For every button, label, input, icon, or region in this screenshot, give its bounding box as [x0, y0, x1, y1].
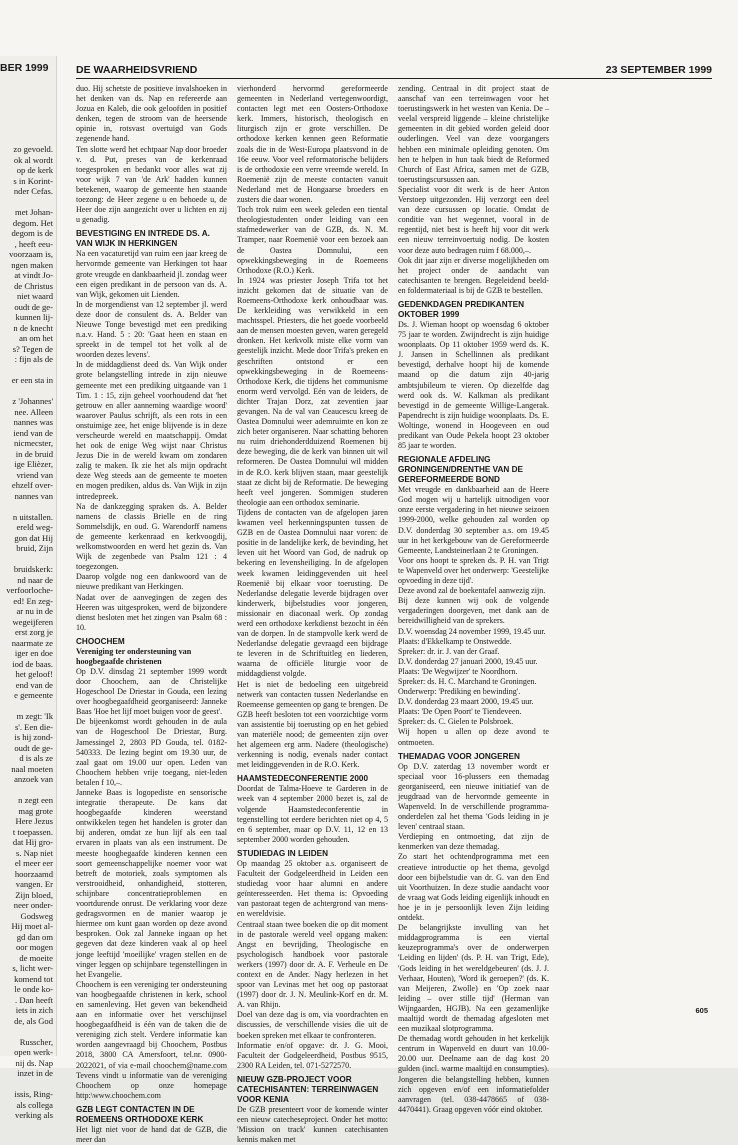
paragraph: Na een vacaturetijd van ruim een jaar kreeg de hervormde gemeente van Herkingen tot haar grote vreugde en dankbaarheid jl. zondag weer een eigen predikant in de persoon van ds. A. van Wijk, gekomen uit Lienden. [76, 249, 227, 299]
running-header [76, 62, 712, 79]
section-heading: CHOOCHEM [76, 636, 125, 646]
previous-page-line: iod de baas. [12, 658, 53, 669]
previous-page-line: dat Hij gro- [12, 837, 53, 847]
previous-page-edge [0, 56, 57, 1120]
issue-date: 23 SEPTEMBER 1999 [605, 64, 712, 76]
previous-page-line: nij ds. Nap [15, 1057, 53, 1068]
previous-page-line: nee. Alleen [14, 406, 53, 417]
paragraph: Informatie en/of opgave: dr. J. G. Mooi, Faculteit der Godgeleerdheid, Postbus 9515, 2300 RA Leiden, tel. 071-5272570. [237, 1040, 388, 1070]
previous-page-line: at vindt Jo- [14, 270, 53, 280]
previous-page-line: zo gevoeld. [13, 144, 53, 154]
paragraph: Ook dit jaar zijn er diverse mogelijkheden om het project onder de aandacht van catechisanten te brengen. Begeleidend beeld- en foldermateriaal is bij de GZB te bestellen. [398, 255, 549, 295]
paragraph: De themadag wordt gehouden in het kerkelijk centrum in Wapenveld en duurt van 10.00-20.00 uur. Deelname aan de dag kost 20 gulden (incl. warme maaltijd en consumpties). Jongeren die belangstelling hebben, kunnen zich opgeven en/of een informatiefolder aanvragen (tel. 038-4478665 of 038-4470441). Graag opgeven vóór eind oktober. [398, 1034, 549, 1114]
previous-page-line [0, 785, 56, 796]
previous-page-line: le onde ko- [14, 984, 53, 994]
previous-page-line: neer onder- [13, 900, 53, 910]
previous-page-line: gd dan om [16, 931, 53, 942]
previous-page-line: n de knecht [13, 322, 53, 333]
previous-page-line: degom. Het [12, 217, 53, 228]
section-subheading: Vereniging ter ondersteuning van hoogbegaafde christenen [76, 646, 192, 666]
previous-page-line: ed! En zeg- [13, 595, 53, 606]
previous-page-line [0, 386, 56, 397]
section-heading: STUDIEDAG IN LEIDEN [237, 848, 328, 858]
previous-page-line: issis, Ring- [14, 1089, 53, 1099]
previous-page-line: : fijn als de [14, 354, 53, 364]
previous-page-line: ok al wordt [13, 154, 53, 165]
section-heading: NIEUW GZB-PROJECT VOOR CATECHISANTEN: TERREINWAGEN VOOR KENIA [237, 1074, 379, 1104]
previous-page-line: oor mogen [16, 942, 53, 952]
publication-title: DE WAARHEIDSVRIEND [76, 64, 198, 76]
previous-page-line: ngen maken [11, 259, 53, 270]
previous-page-line: wegeijferen [12, 616, 53, 627]
previous-page-line: iets in zich [15, 1005, 53, 1015]
previous-page-line: oudt de ge- [14, 301, 53, 312]
paragraph: Plaats: d'Ekkelkamp te Onstwedde. [398, 636, 512, 646]
previous-page-line: mag grote [18, 805, 53, 816]
previous-page-line: niet waard [16, 291, 53, 301]
previous-page-line: nd naar de [17, 574, 53, 585]
paragraph: Doel van deze dag is om, via voordrachten en discussies, de verschillende visies die uit de boeken spreken met elkaar te confronteren. [237, 1010, 388, 1040]
previous-page-line: komend tot [14, 973, 53, 984]
previous-page-line: , heeft eeu- [14, 238, 53, 249]
paragraph: Doordat de Talma-Hoeve te Garderen in de week van 4 september 2000 bezet is, zal de volgende Haamstedeconferentie in tegenstelling tot eerdere berichten niet op 4, 5 en 6 september, maar op D.V. 11, 12 en 13 september 2000 worden gehouden. [237, 784, 388, 844]
previous-page-line: Godsweg [20, 910, 53, 921]
previous-page-line: nannes van [14, 490, 53, 501]
paragraph: Toch trok ruim een week geleden een tiental theologiestudenten onder leiding van een stafmedewerker van de GZB, ds. N. M. Tramper, naar Roemenië voor een bezoek aan de Oastea Domnului, een opwekkingsbeweging in de Roemeens Orthodoxe (R.O.) Kerk. [237, 205, 388, 275]
previous-page-line: er een sta in [11, 375, 53, 385]
paragraph: Spreker: dr. ir. J. van der Graaf. [398, 646, 500, 656]
previous-page-line: Russcher, [19, 1036, 53, 1047]
previous-page-line: Hij moet al- [11, 921, 53, 931]
previous-page-line: s? Tegen de [12, 343, 53, 354]
previous-page-line: bruid, Zijn [16, 543, 53, 553]
previous-page-line: inzet in de [17, 1068, 53, 1078]
paragraph: Zo start het ochtendprogramma met een creatieve introductie op het thema, gevolgd door een bijbelstudie van dr. G. van den End uit Voorthuizen. In deze studie aandacht voor de vraag wat Gods leiding eigenlijk inhoudt en hoe je in je persoonlijk leven Zijn leiding ontdekt. [398, 852, 549, 923]
previous-page-line: ige Elièzer, [14, 459, 53, 469]
previous-page-line: verfoorloche- [6, 585, 53, 595]
paragraph: Nadat over de aanvegingen de zegen des Heeren was uitgesproken, werd de bijzondere dienst besloten met het zingen van Psalm 68 : 10. [76, 592, 227, 632]
paragraph: Verdieping en ontmoeting, dat zijn de kenmerken van deze themadag. [398, 832, 549, 852]
previous-page-line: s. Nap niet [16, 847, 53, 858]
previous-page-line: nicmecster, [13, 438, 53, 448]
previous-page-line: nder Cefas. [13, 186, 53, 196]
paragraph: Ten slotte werd het echtpaar Nap door broeder v. d. Put, preses van de kerkenraad toegesproken en bedankt voor alles wat zij voor wijk 7 van 'de Ark' hadden kunnen betekenen, waarop de gemeente hen staande toezong: de Heer zegene u en behoede u, de Heer doe zijn aangezicht over u lichten en zij u genadig. [76, 144, 227, 225]
previous-page-line: anzoek van [14, 774, 53, 784]
previous-page-line [0, 1079, 56, 1090]
previous-page-line: hoorzaamd [14, 868, 53, 879]
paragraph: De belangrijkste invulling van het middagprogramma is een viertal keuzeprogramma's over de onderwerpen 'Leiding en lijden' (ds. P. H. van Trigt, Ede), 'Gods leiding in het wereldgebeuren' (ds. J. J. Verhaar, Houten), 'Word ik geroepen?' (ds. K. van Meijeren, Zwolle) en 'Op zoek naar leiding – over stille tijd' (Herman van Wijngaarden, HGJB). Na een gezamenlijke maaltijd wordt de themadag afgesloten met een muzikaal slotprogramma. [398, 923, 549, 1034]
previous-page-line: z 'Johannes' [12, 396, 53, 406]
paragraph: Ds. J. Wieman hoopt op woensdag 6 oktober 75 jaar te worden. Zwijndrecht is zijn huidige woonplaats. Op 11 oktober 1959 werd ds. K. J. Jansen in Schellinnen als predikant bevestigd, derhalve hoopt hij de komende maand op die datum zijn 40-jarig ambtsjubileum te vieren. Op diezelfde dag werd ook ds. W. Kalkman als predikant bevestigd in de gemeente Willige-Langerak. Papendrecht is zijn huidige woonplaats. Ds. E. Woltinge, wonend in Hoogeveen en oud predikant van Oude Pekela hoopt 23 oktober 85 jaar te worden. [398, 319, 549, 451]
previous-page-line: voorzaam is, [9, 249, 53, 259]
previous-page-line: open werk- [14, 1047, 53, 1057]
previous-page-line: iend van de [13, 427, 53, 438]
previous-page-line: het geloof! [15, 669, 53, 679]
section-heading: REGIONALE AFDELING GRONINGEN/DRENTHE VAN DE GEREFORMEERDE BOND [398, 455, 523, 485]
paragraph: Specialist voor dit werk is de heer Anton Verstoep uitgezonden. Hij verzorgt een deel van deze cursussen op locatie. Omdat de conditie van het wegennet, vooral in de regentijd, niet best is heeft hij voor dit werk een nieuw terreinvoertuig nodig. De kosten voor deze auto bedragen ruim f 68.000,–. [398, 184, 549, 255]
section-heading: HAAMSTEDECONFERENTIE 2000 [237, 774, 369, 784]
previous-page-line: . Dan heeft [15, 994, 53, 1005]
previous-page-line: e gemeente [14, 690, 53, 700]
paragraph: Plaats: 'De Wegwijzer' te Noordhorn. [398, 666, 518, 676]
previous-page-line: d is als ze [19, 753, 53, 763]
previous-page-line: op de kerk [16, 165, 53, 175]
previous-page-line: verking als [15, 1110, 53, 1120]
previous-page-line: is hij zond- [14, 732, 53, 742]
paragraph: De GZB presenteert voor de komende winter een nieuw catecheseproject. Onder het motto: 'Mission on track' kunnen catechisanten kennis maken met [237, 1104, 388, 1145]
previous-page-line [0, 365, 56, 376]
previous-page-line: erst zorg je [14, 627, 53, 637]
previous-page-line: n zegt een [18, 795, 53, 805]
paragraph: Plaats: 'De Open Poort' te Tiendeveen. [398, 707, 522, 717]
previous-page-line [0, 701, 56, 712]
previous-page-line: ar nu in de [16, 606, 53, 616]
previous-page-line: degom is de [11, 228, 53, 238]
previous-page-line: Here Jezus [15, 816, 53, 826]
previous-page-line: s in Korint- [13, 175, 53, 186]
previous-page-line: als collega [16, 1099, 53, 1110]
paragraph: De bijeenkomst wordt gehouden in de aula van de Hogeschool De Driestar, Burg. Jamessingel 2, 2803 PD Gouda, tel. 0182-540333. De lezing begint om 19.30 uur, de zaal gaat om 19.00 uur open. Leden van Choochem hebben vrije toegang, niet-leden betalen f 10,–. [76, 717, 227, 787]
paragraph: vierhonderd hervormd gereformeerde gemeenten in Nederland vertegenwoordigt, contacten legt met een Oosters-Orthodoxe kerk. Immers, historisch, theologisch en liturgisch zijn er grote verschillen. De orthodoxe kerken kennen geen Reformatie zoals die in de West-Europa plaatsvond in de 16e eeuw. Voor veel reformatorische belijders is de orthodoxie een verre vreemde wereld. In Roemenië zijn de meeste contacten vanuit Nederland met de Hongaarse broeders en zusters die daar wonen. [237, 84, 388, 205]
paragraph: Onderwerp: 'Prediking en bewinding'. [398, 687, 521, 697]
paragraph: In 1924 was priester Joseph Trifa tot het inzicht gekomen dat de situatie van de Roemeens-Orthodoxe kerk onhoudbaar was. De kerkleiding was verwikkeld in een machtsspel. Priesters, die het goede voorbeeld aan de mensen moesten geven, waren geregeld dronken. Het kerkvolk miste elke vorm van geestelijk inzicht. Mede door Trifa's preken en geschriften ontstond er een opwekkingsbeweging in de Roemeens-Orthodoxe Kerk, die tijdens het communisme enorm werd vervolgd. Eén van de leiders, de dichter Trajan Dorz, zat zeventien jaar gevangen. Na de val van Ceaucescu kreeg de Oastea Domnului weer ademruimte en kon ze zich beter organiseren. Naar schatting behoren nu ruim driehonderdduizend Roemenen bij deze beweging, die de kerk van binnen uit wil reformeren. De Oastea Domnului wil midden in de R.O. kerk blijven staan, maar geestelijk staat ze dicht bij de Reformatie. De beweging heeft veel jongeren. Sommigen studeren theologie aan een orthodox seminarie. [237, 275, 388, 507]
paragraph: Voor ons hoopt te spreken ds. P. H. van Trigt te Wapenveld over het onderwerp: 'Geestelijke opvoeding in deze tijd'. [398, 555, 549, 586]
previous-page-line: iger en doe [14, 648, 53, 658]
previous-page-line: s'. Een die- [14, 721, 53, 732]
page-number: 605 [695, 1006, 708, 1015]
paragraph: Op D.V. zaterdag 13 november wordt er speciaal voor 16-plussers een themadag georganiseerd, een nieuwe initiatief van de jeugdraad van de hervormde gemeente in Wapenveld. In de verschillende programma-onderdelen zal het thema 'Gods leiding in je leven' centraal staan. [398, 761, 549, 832]
paragraph: Janneke Baas is logopediste en sensorische integratie therapeute. De kans dat hoogbegaafde kinderen weerstand ontwikkelen tegen het handelen is groter dan bij anderen, omdat ze hun lijf als een taal ervaren in plaats van als een instrument. De meeste hoogbegaafde kinderen kennen een soort gemeenschappelijke noemer voor wat betreft de motoriek, zoals symptomen als verstrooidheid, onhandigheid, stotteren, schijnbare concentratieproblemen en voortdurende onrust. De verklaring voor deze gedragsvormen en de manier waarop je hiermee om kunt gaan worden op deze avond besproken. Ook zal Janneke ingaan op het gegeven dat deze kinderen vaak al op heel jonge leeftijd 'moeilijke' vragen stellen en de vinger leggen op schijnbare tegenstellingen in het Evangelie. [76, 788, 227, 979]
paragraph: Na de dankzegging spraken ds. A. Belder namens de classis Brielle en de ring Sommelsdijk, en oud. G. Warendorff namens de gemeente kerkenraad en kerkvoogdij, welkomstwoorden en werd het gezin ds. Van Wijk de zegenbede van Psalm 121 : 4 toegezongen. [76, 501, 227, 572]
previous-page-line: naal moeten [11, 763, 53, 774]
paragraph: Op D.V. dinsdag 21 september 1999 wordt door Choochem, aan de Christelijke Hogeschool De Driestar in Gouda, een lezing over hoogbegaafdheid georganiseerd: Janneke Baas 'Hoe het lijf moet buigen voor de geest'. [76, 666, 227, 717]
previous-page-line: m zegt: 'Ik [16, 711, 53, 721]
paragraph: In de middagdienst deed ds. Van Wijk onder grote belangstelling intrede in zijn nieuwe gemeente met een prediking uitgaande van 1 Tim. 1 : 15, zijn geheel voorhoudend dat 'het getrouw en aller aanneming waardige woord' waarover Paulus schrijft, als een rots in een onstuimige zee, het enige blijvende is in deze verscheurde wereld en maatschappij. Omdat het ook de enige Weg wijst naar Christus Jezus Die in de wereld kwam om zondaren zalig te maken. Ik zie het als mijn opdracht deze Weg steeds aan de gemeente te moeten en mogen prediken, aldus ds. Van Wijk in zijn intredepreek. [76, 360, 227, 501]
paragraph: D.V. donderdag 27 januari 2000, 19.45 uur. [398, 656, 538, 666]
paragraph: Spreker: ds. C. Gielen te Polsbroek. [398, 717, 514, 727]
previous-page-line: Zijn bloed, [15, 889, 53, 900]
previous-page-line: el meer eer [14, 858, 53, 868]
column-2 [237, 84, 388, 1145]
previous-page-line: in de bruid [15, 448, 53, 459]
paragraph: duo. Hij schetste de positieve invalshoeken in het denken van ds. Nap en refereerde aan Jozua en Kaleb, die ook geloofden in positief denken, tegen de stroom van de heersende opinie in, rotsvast overtuigd van Gods zegenende hand. [76, 84, 227, 144]
previous-page-line [0, 197, 56, 208]
section-heading: THEMADAG VOOR JONGEREN [398, 751, 520, 761]
section-heading: GZB LEGT CONTACTEN IN DE ROEMEENS ORTHODOXE KERK [76, 1104, 204, 1124]
previous-page-line: gon dat Hij [14, 532, 53, 543]
paragraph: Met vreugde en dankbaarheid aan de Heere God mogen wij u hartelijk uitnodigen voor onze eerste vergadering in het nieuwe seizoen 1999-2000, welke gehouden zal worden op D.V. donderdag 30 september a.s. om 19.45 uur in het kerkgebouw van de Gereformeerde Gemeente, Landsteinerlaan 2 te Groningen. [398, 485, 549, 555]
paragraph: In de morgendienst van 12 september jl. werd deze door de consulent ds. A. Belder van Nieuwe Tonge bevestigd met een prediking n.a.v. Hand. 5 : 20: 'Gaat heen en staan en spreekt in de tempel tot het volk al de woorden dezes levens'. [76, 299, 227, 360]
previous-page-line: nannes was [13, 417, 53, 427]
paragraph: Daarop volgde nog een dankwoord van de nieuwe predikant van Herkingen. [76, 572, 227, 592]
section-heading: BEVESTIGING EN INTREDE DS. A. VAN WIJK IN HERKINGEN [76, 229, 210, 249]
previous-page-line: s, licht wer- [12, 963, 53, 973]
paragraph: D.V. donderdag 23 maart 2000, 19.45 uur. [398, 697, 534, 707]
paragraph: D.V. woensdag 24 november 1999, 19.45 uur. [398, 626, 546, 636]
section-heading: GEDENKDAGEN PREDIKANTEN OKTOBER 1999 [398, 299, 525, 319]
previous-page-header [0, 62, 56, 74]
paragraph: Deze avond zal de boekentafel aanwezig zijn. [398, 586, 546, 596]
previous-page-line: ereld weg- [16, 522, 53, 532]
previous-page-line [0, 501, 56, 512]
article-columns [76, 84, 712, 1145]
previous-page-line: met Johan- [15, 207, 53, 217]
previous-page-line: bruidskerk: [13, 564, 53, 574]
previous-page-text [0, 144, 56, 1121]
paragraph: Choochem is een vereniging ter ondersteuning van hoogbegaafde christenen in kerk, school en samenleving. Het geven van bekendheid aan en informatie over het verschijnsel hoogbegaafdheid is één van de taken die de vereniging zich stelt. Verdere informatie kan worden aangevraagd bij Choochem, Postbus 2018, 3800 CA Amersfoort, tel.nr. 0900-2022021, of via e-mail choochem@name.com Tevens vindt u informatie van de vereniging Choochem op onze homepage http:\www.choochem.com [76, 979, 227, 1100]
paragraph: Wij hopen u allen op deze avond te ontmoeten. [398, 727, 549, 747]
previous-page-line: oudt de ge- [14, 742, 53, 753]
paragraph: Spreker: ds. H. C. Marchand te Groningen. [398, 676, 537, 686]
previous-page-line [0, 554, 56, 565]
previous-page-line: t toepassen. [12, 826, 53, 837]
column-1 [76, 84, 227, 1144]
previous-page-line: vangen. Er [15, 879, 53, 889]
paragraph: Bij deze kunnen wij ook de volgende vergaderingen doorgeven, met dank aan de bereidwilligheid van de sprekers. [398, 596, 549, 626]
previous-page-line: vriend van [16, 469, 53, 480]
previous-page-date: BER 1999 [0, 62, 49, 74]
previous-page-line: de, als God [14, 1015, 53, 1026]
previous-page-line: end van de [15, 679, 53, 690]
paragraph: Centraal staan twee boeken die op dit moment in de pastorale wereld veel opgang maken: Angst en bevrijding, Theologische en psychologisch handboek voor pastorale werkers (1997) door dr. A. F. Verheule en De context en de Ander. Nagy herlezen in het spoor van Levinas met het oog op pastoraat (1997) door dr. J. N. Meulink-Korf en dr. M. A. van Rhijn. [237, 919, 388, 1010]
paragraph: Het is niet de bedoeling een uitgebreid netwerk van contacten tussen Nederlandse en Roemeense gemeenten op gang te brengen. De GZB heeft besloten tot een voorzichtige vorm van assistentie bij toerusting op en het gebied van materiële nood; de gemeenten zijn over het algemeen erg arm. Nadere (theologische) verkenning is nodig, evenals nader contact met leidinggevenden in de R.O. Kerk. [237, 679, 388, 770]
previous-page-line: ehzelf over- [11, 480, 53, 490]
previous-page-line: n uitstallen. [12, 511, 53, 522]
previous-page-line: kunnen lij- [15, 312, 53, 322]
paragraph: Tijdens de contacten van de afgelopen jaren kwamen veel herkenningspunten tussen de GZB en de Oastea Domnului naar voren: de positie in de landelijke kerk, de bevinding, het leven uit het Woord van God, de nadruk op bekering en levensheiliging. In de afgelopen week kwamen leidinggevenden uit heel Roemenië bij elkaar voor toerusting. De Nederlandse delegatie leverde bijdragen over kinderwerk, bijbelstudies voor jongeren, missionair en diaconaal werk. Op zondag werd een orthodoxe kerkdienst bezocht in één van de dorpen. In de stampvolle kerk werd de Nederlandse delegatie gevraagd een bijdrage te leveren in de Schriftuitleg en liederen, waarna de officiële liturgie voor de middagdienst volgde. [237, 507, 388, 679]
previous-page-line: de moeite [19, 952, 53, 963]
previous-page-line [0, 1026, 56, 1037]
previous-page-line: de Christus [14, 280, 53, 291]
column-3 [398, 84, 549, 1114]
paragraph: Het ligt niet voor de hand dat de GZB, die meer dan [76, 1124, 227, 1144]
previous-page-line: an om het [19, 333, 53, 343]
previous-page-line: naarmate ze [11, 637, 53, 648]
paragraph: Op maandag 25 oktober a.s. organiseert de Faculteit der Godgeleerdheid in Leiden een studiedag voor haar alumni en andere geïnteresseerden. Het thema is: Opvoeding van pastoraat tegen de achtergrond van mens- en wereldvisie. [237, 858, 388, 919]
paragraph: zending. Centraal in dit project staat de aanschaf van een terreinwagen voor het toerustingswerk in het westen van Kenia. De – veelal verspreid liggende – kleine christelijke gemeenten in dit gebied worden geleid door ouderlingen. Veel van deze voorgangers hebben een minimale opleiding genoten. Om hen te helpen in hun taak biedt de Reformed Church of East Africa, samen met de GZB, toerustingscursussen aan. [398, 84, 549, 184]
